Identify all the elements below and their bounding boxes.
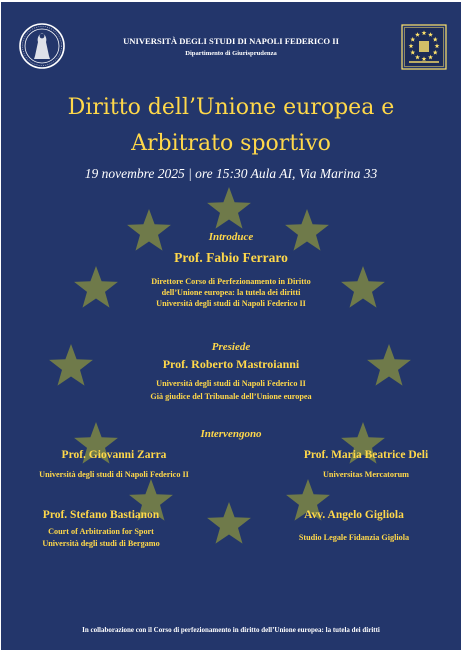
- speaker-name-zarra: Prof. Giovanni Zarra: [61, 449, 167, 461]
- introduce-label: Introduce: [208, 231, 254, 243]
- university-name: UNIVERSITÀ DEGLI STUDI DI NAPOLI FEDERICO II: [123, 36, 339, 46]
- presiede-name: Prof. Roberto Mastroianni: [162, 357, 300, 371]
- course-logo-icon: [401, 24, 447, 70]
- speaker-affiliation-zarra: Università degli studi di Napoli Federico II: [39, 470, 189, 479]
- presiede-label: Presiede: [211, 341, 251, 353]
- event-poster: [1, 2, 461, 650]
- speaker-affiliation-deli: Universitas Mercatorum: [322, 470, 410, 479]
- department-name: Dipartimento di Giurisprudenza: [185, 50, 277, 57]
- footer-note: In collaborazione con il Corso di perfezionamento in diritto dell’Unione europea: la tutela dei diritti: [82, 626, 380, 634]
- speaker-name-deli: Prof. Maria Beatrice Deli: [303, 449, 429, 461]
- speaker-affiliation-bastianon-1: Court of Arbitration for Sport: [48, 527, 154, 536]
- eu-star-1: [207, 187, 251, 229]
- introduce-affiliation-1: Direttore Corso di Perfezionamento in Diritto: [151, 277, 311, 286]
- intervengono-label: Intervengono: [200, 428, 262, 440]
- eu-star-3: [285, 209, 329, 251]
- introduce-affiliation-3: Università degli studi di Napoli Federico II: [156, 299, 306, 308]
- introduce-affiliation-2: dell’Unione europea: la tutela dei diritti: [161, 288, 301, 297]
- event-dateline: 19 novembre 2025 | ore 15:30 Aula AI, Via Marina 33: [84, 166, 378, 181]
- eu-star-12: [207, 502, 251, 544]
- speaker-affiliation-bastianon-2: Università degli studi di Bergamo: [42, 539, 160, 548]
- introduce-name: Prof. Fabio Ferraro: [174, 250, 288, 265]
- eu-star-2: [127, 209, 171, 251]
- page-title-line2: Arbitrato sportivo: [131, 131, 331, 156]
- presiede-affiliation-2: Già giudice del Tribunale dell’Unione europea: [150, 392, 312, 401]
- speaker-name-gigliola: Avv. Angelo Gigliola: [304, 509, 404, 521]
- presiede-affiliation-1: Università degli studi di Napoli Federico II: [156, 379, 306, 388]
- speaker-name-bastianon: Prof. Stefano Bastianon: [42, 509, 160, 521]
- university-seal-icon: [18, 22, 66, 70]
- page-title-line1: Diritto dell’Unione europea e: [67, 95, 395, 120]
- speaker-affiliation-gigliola: Studio Legale Fidanzia Gigliola: [298, 533, 410, 542]
